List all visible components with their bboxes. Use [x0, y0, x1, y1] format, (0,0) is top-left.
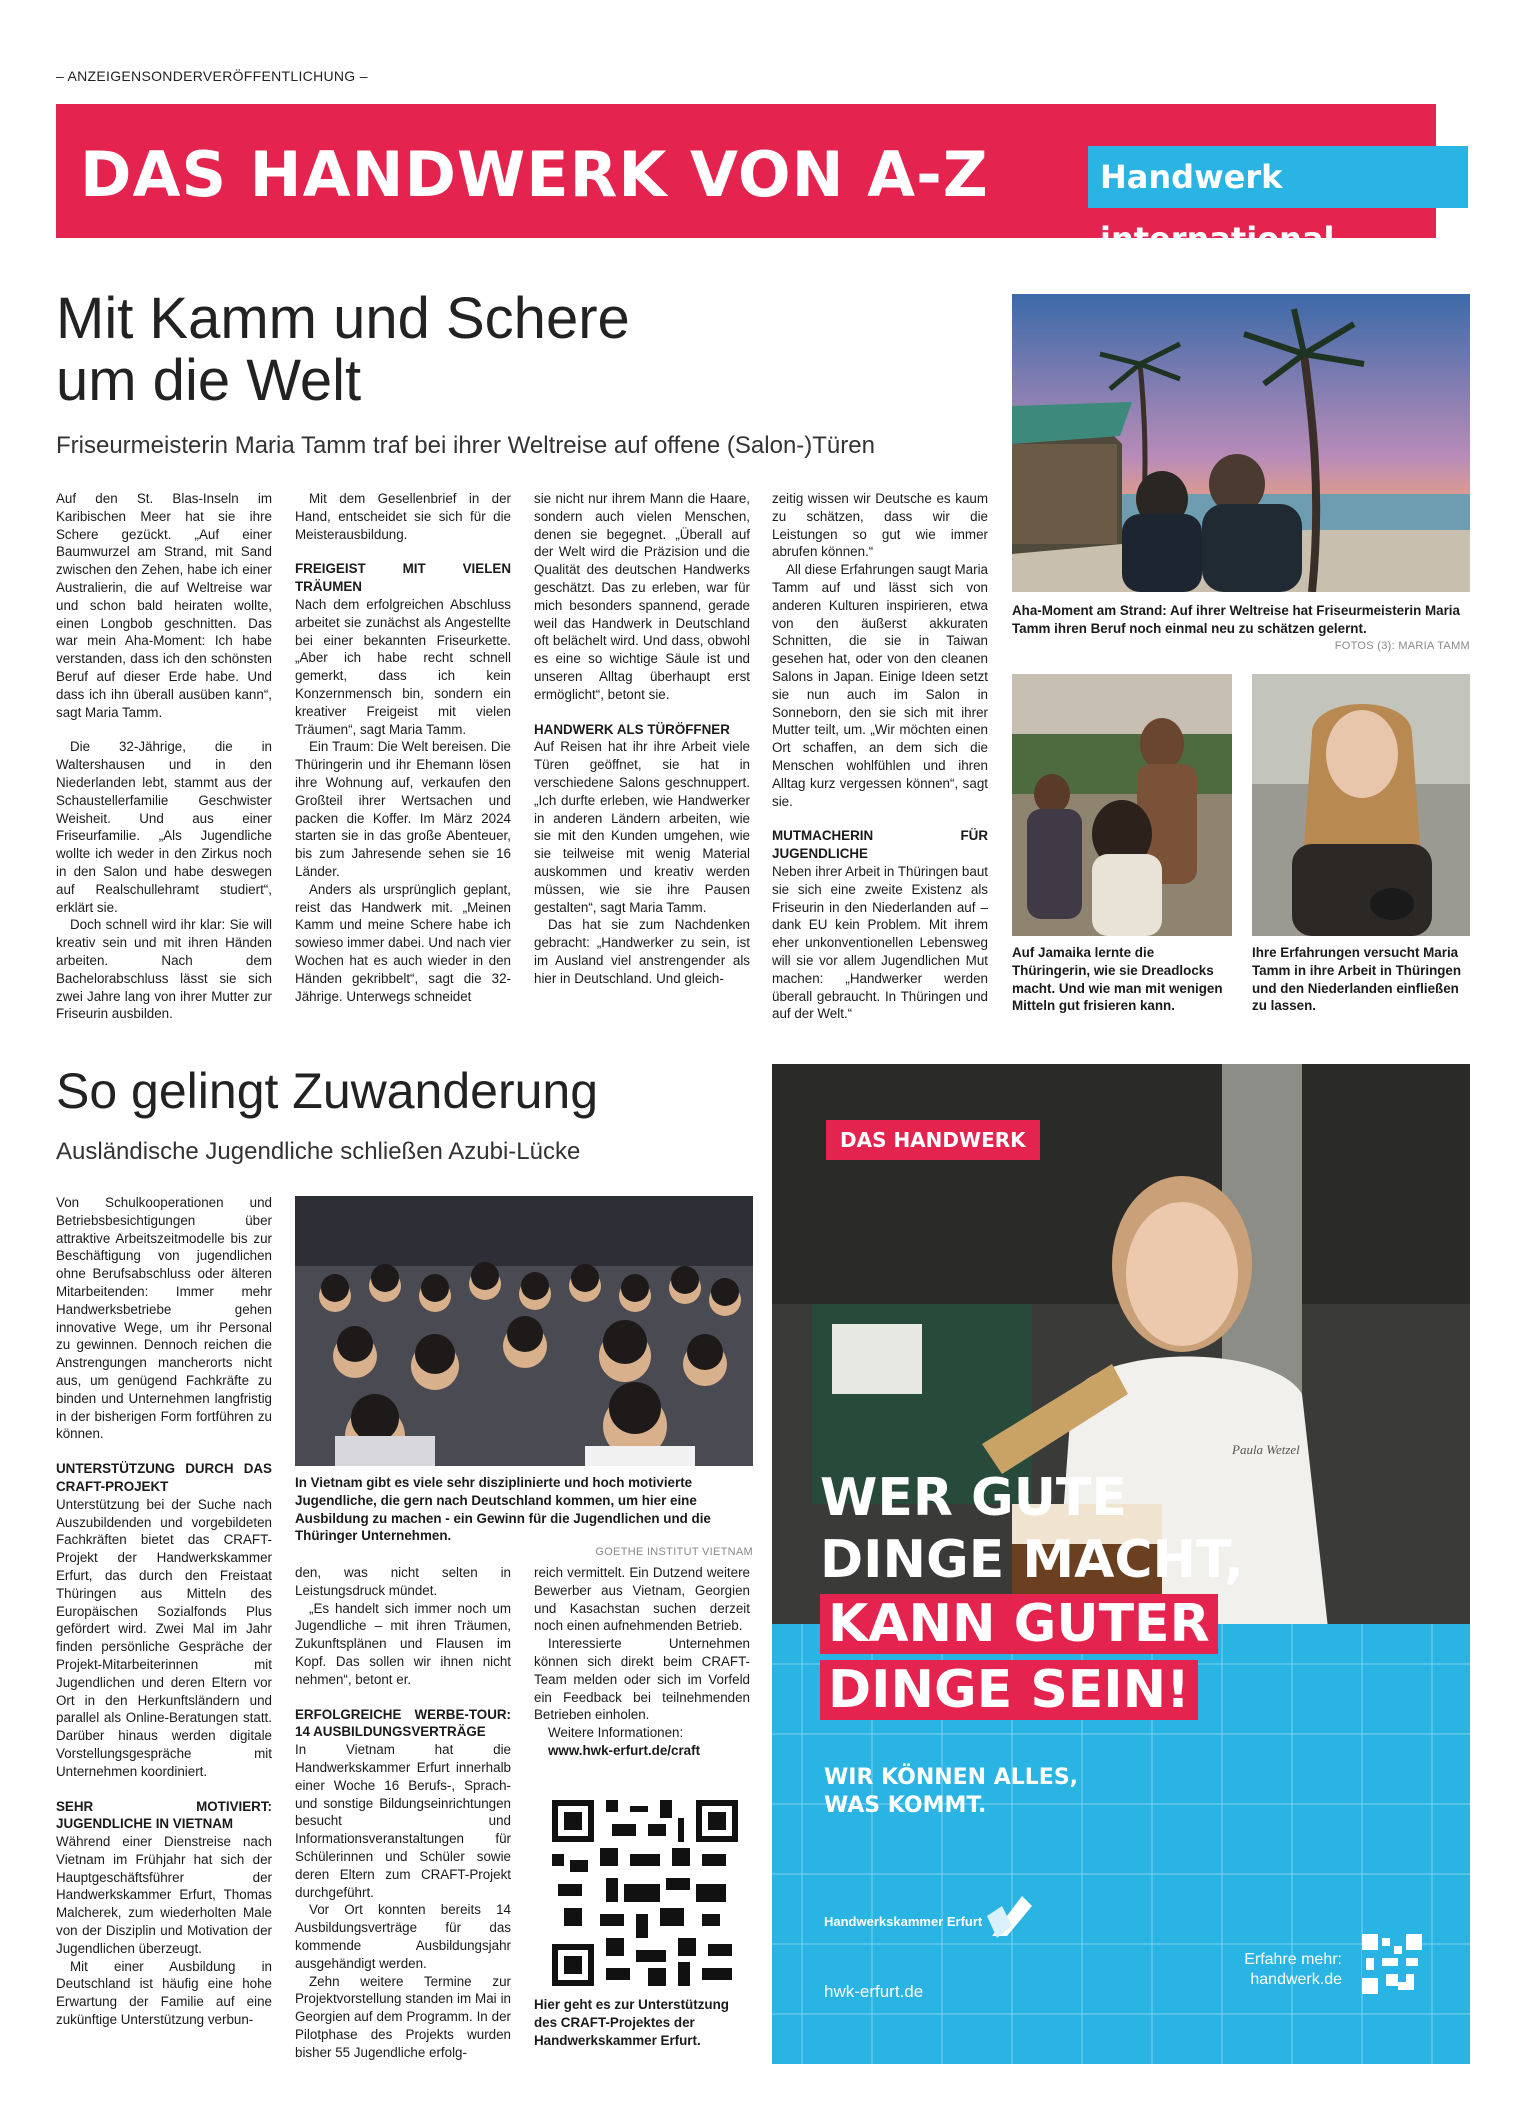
- qr-code-image: [552, 1800, 738, 1986]
- craft-link[interactable]: www.hwk-erfurt.de/craft: [548, 1742, 701, 1758]
- vietnam-photo-caption: In Vietnam gibt es viele sehr disziplinierte und hoch motivierte Jugendliche, die gern nach Deutschland kommen, um hier eine Ausbildung zu machen - ein Gewinn für die Jugendlichen und die Thüringer Unternehmen.: [295, 1475, 711, 1544]
- article2-col2: den, was nicht selten in Leistungsdruck mündet. „Es handelt sich immer noch um Jugendliche – mit ihren Träumen, Zukunftsplänen und Flausen im Kopf. Das sollen wir ihnen nicht nehmen“, betont er. ERFOLGREICHE WERBE-TOUR: 14 AUSBILDUNGSVERTRÄGE In Vietnam hat die Handwerkskammer Erfurt innerhalb einer Woche 16 Berufs-, Sprach- und sonstige Bildungseinrichtungen besucht und Informationsveranstaltungen für Schülerinnen und Schüler sowie deren Eltern zum CRAFT-Projekt durchgeführt. Vor Ort konnten bereits 14 Ausbildungsverträge für das kommende Ausbildungsjahr ausgehändigt werden. Zehn weitere Termine zur Projektvorstellung standen im Mai in Georgien auf dem Programm. In der Pilotphase des Projekts wurden bisher 55 Jugendliche erfolg-: [295, 1565, 511, 2060]
- qr-code[interactable]: [552, 1800, 738, 1986]
- ad-headline-2: DINGE MACHT,: [820, 1530, 1244, 1590]
- beach-photo: [1012, 294, 1470, 592]
- ad-headline-1: WER GUTE: [820, 1468, 1127, 1528]
- article1-col4: zeitig wissen wir Deutsche es kaum zu schätzen, dass wir die Leistungen so gut wie immer abrufen können.“ All diese Erfahrungen saugt Maria Tamm auf und lässt sich von anderen Kulturen inspirieren, etwa von den äußerst akkuraten Schnitten, die sie in Taiwan gesehen hat, oder von den cleanen Salons in Japan. Einige Ideen setzt sie nun auch im Salon in Sonneborn, den sie sich mit ihrer Mutter teilt, um. „Wir möchten einen Ort schaffen, an dem sich die Menschen wohlfühlen und ihren Alltag kurz vergessen können“, sagt sie. MUTMACHERIN FÜR JUGENDLICHE Neben ihrer Arbeit in Thüringen baut sie sich eine zweite Existenz als Friseurin in den Niederlanden auf – dank EU kein Problem. Mit ihrem eher unkonventionellen Lebensweg will sie vor allem Jugendlichen Mut machen: „Handwerker werden überall gebraucht. In Thüringen und auf der Welt.“: [772, 491, 988, 1022]
- ad-badge: DAS HANDWERK: [826, 1120, 1040, 1160]
- article1-col3: sie nicht nur ihrem Mann die Haare, sondern auch vielen Menschen, denen sie begegnet. „Überall auf der Welt wird die Präzision und die Qualität des deutschen Handwerks geschätzt. Das zu erleben, war für mich besonders spannend, gerade weil das Handwerk in Deutschland oft belächelt wird. Und dass, obwohl es eine so wichtige Säule ist und unseren Alltag überhaupt erst ermöglicht“, betont sie. HANDWERK ALS TÜRÖFFNER Auf Reisen hat ihr ihre Arbeit viele Türen geöffnet, sie hat in verschiedene Salons geschnuppert. „Ich durfte erleben, wie Handwerker in anderen Ländern arbeiten, wie sie mit den Kunden umgehen, wie sie teilweise mit wenig Material auskommen und kreativ werden müssen, wie sie ihre Pausen gestalten“, sagt Maria Tamm. Das hat sie zum Nachdenken gebracht: „Handwerker zu sein, ist im Ausland viel anstrengender als hier in Deutschland. Und gleich-: [534, 491, 750, 986]
- article1-headline: Mit Kamm und Schere um die Welt: [56, 286, 630, 413]
- hwk-logo-icon: [982, 1886, 1042, 1946]
- qr-caption: Hier geht es zur Unterstützung des CRAFT-Projektes der Handwerkskammer Erfurt.: [534, 1997, 729, 2048]
- ad-name-tag: Paula Wetzel: [1232, 1442, 1300, 1457]
- salon-photo-caption: Ihre Erfahrungen versucht Maria Tamm in ihre Arbeit in Thüringen und den Niederlanden einfließen zu lassen.: [1252, 945, 1462, 1014]
- vietnam-photo-image: [295, 1196, 753, 1466]
- ad-qr-code[interactable]: [1362, 1934, 1422, 1994]
- banner-title: DAS HANDWERK VON A-Z: [80, 138, 989, 211]
- ad-headline-4: DINGE SEIN!: [820, 1660, 1198, 1720]
- vietnam-photo: [295, 1196, 753, 1466]
- article1-col1: Auf den St. Blas-Inseln im Karibischen Meer hat sie ihre Schere gezückt. „Auf einer Baumwurzel am Strand, mit Sand zwischen den Zehen, habe ich einer Australierin, die auf Weltreise war und schon bald heiraten wollte, einen Longbob geschnitten. Das war mein Aha-Moment: Ich habe verstanden, dass ich den schönsten Beruf auf dieser Erde habe. Und dass ich ihn überall ausüben kann“, sagt Maria Tamm. Die 32-Jährige, die in Waltershausen und in den Niederlanden lebt, stammt aus der Schaustellerfamilie Geschwister Weisheit. Und aus einer Friseurfamilie. „Als Jugendliche wollte ich weder in den Zirkus noch in den Salon und habe deswegen auf Realschullehramt studiert“, erklärt sie. Doch schnell wird ihr klar: Sie will kreativ sein und mit ihren Händen arbeiten. Nach dem Bachelorabschluss lässt sie sich zwei Jahre lang von ihrer Mutter zur Friseurin ausbilden.: [56, 491, 272, 1022]
- photo-credit: FOTOS (3): MARIA TAMM: [1334, 640, 1470, 652]
- advertisement[interactable]: [772, 1064, 1470, 2064]
- ad-slogan: WIR KÖNNEN ALLES, WAS KOMMT.: [824, 1765, 1079, 1818]
- ad-organization: Handwerkskammer Erfurt: [824, 1914, 983, 1929]
- dreadlocks-photo-caption: Auf Jamaika lernte die Thüringerin, wie sie Dreadlocks macht. Und wie man mit wenigen Mitteln gut frisieren kann.: [1012, 945, 1223, 1014]
- salon-photo-image: [1252, 674, 1470, 936]
- ad-headline-3: KANN GUTER: [820, 1594, 1218, 1654]
- banner-badge: Handwerk international: [1088, 146, 1468, 208]
- article1-col2: Mit dem Gesellenbrief in der Hand, entscheidet sie sich für die Meisterausbildung. FREIGEIST MIT VIELEN TRÄUMEN Nach dem erfolgreichen Abschluss arbeitet sie zunächst als Angestellte bei einer bekannten Friseurkette. „Aber ich habe recht schnell gemerkt, dass ich kein Konzernmensch bin, sondern ein kreativer Freigeist mit vielen Träumen“, sagt Maria Tamm. Ein Traum: Die Welt bereisen. Die Thüringerin und ihr Ehemann lösen ihre Wohnung auf, verkaufen den Großteil ihrer Wertsachen und packen die Koffer. Im März 2024 starten sie in das große Abenteuer, bis zum Jahresende sehen sie 16 Länder. Anders als ursprünglich geplant, reist das Handwerk mit. „Meinen Kamm und meine Schere habe ich sowieso immer dabei. Und nach vier Wochen hat es auch wieder in den Händen gekribbelt“, sagt die 32-Jährige. Unterwegs schneidet: [295, 491, 511, 1004]
- beach-photo-image: [1012, 294, 1470, 592]
- article2-col1: Von Schulkooperationen und Betriebsbesichtigungen über attraktive Arbeitszeitmodelle bis zur Beschäftigung von jugendlichen ohne Berufsabschluss oder älteren Mitarbeitenden: Immer mehr Handwerksbetriebe gehen innovative Wege, um ihr Personal zu gewinnen. Dennoch reichen die Anstrengungen mancherorts nicht aus, um genügend Fachkräfte zu binden und Unternehmen langfristig in der bisherigen Form fortführen zu können. UNTERSTÜTZUNG DURCH DAS CRAFT-PROJEKT Unterstützung bei der Suche nach Auszubildenden und vorgebildeten Fachkräften bietet das CRAFT-Projekt der Handwerkskammer Erfurt, das durch den Freistaat Thüringen aus Mitteln des Europäischen Sozialfonds Plus gefördert wird. Zwei Mal im Jahr finden persönliche Gespräche der Projekt-Mitarbeiterinnen mit Jugendlichen und deren Eltern vor Ort in den Herkunftsländern und parallel als Online-Beratungen statt. Darüber hinaus werden digitale Vorstellungsgespräche mit Unternehmen koordiniert. SEHR MOTIVIERT: JUGENDLICHE IN VIETNAM Während einer Dienstreise nach Vietnam im Frühjahr hat sich der Hauptgeschäftsführer der Handwerkskammer Erfurt, Thomas Malcherek, zum wiederholten Male von der Disziplin und Motivation der Jugendlichen überzeugt. Mit einer Ausbildung in Deutschland ist häufig eine hohe Erwartung der Familie auf eine zukünftige Unterstützung verbun-: [56, 1195, 272, 2028]
- salon-photo: [1252, 674, 1470, 936]
- vietnam-photo-credit: GOETHE INSTITUT VIETNAM: [595, 1546, 753, 1558]
- article2-headline: So gelingt Zuwanderung: [56, 1063, 599, 1119]
- dreadlocks-photo: [1012, 674, 1232, 936]
- ad-url[interactable]: hwk-erfurt.de: [824, 1982, 924, 2001]
- dreadlocks-photo-image: [1012, 674, 1232, 936]
- article2-col3: reich vermittelt. Ein Dutzend weitere Bewerber aus Vietnam, Georgien und Kasachstan suchen derzeit noch einen aufnehmenden Betrieb. Interessierte Unternehmen können sich direkt beim CRAFT-Team melden oder sich im Vorfeld ein Feedback bei teilnehmenden Betrieben einholen. Weitere Informationen: www.hwk-erfurt.de/craft: [534, 1565, 750, 1758]
- beach-photo-caption: Aha-Moment am Strand: Auf ihrer Weltreise hat Friseurmeisterin Maria Tamm ihren Beruf noch einmal neu zu schätzen gelernt.: [1012, 603, 1460, 636]
- article1-subtitle: Friseurmeisterin Maria Tamm traf bei ihrer Weltreise auf offene (Salon-)Türen: [56, 432, 875, 459]
- kicker: – ANZEIGENSONDERVERÖFFENTLICHUNG –: [56, 68, 368, 84]
- ad-more: Erfahre mehr: handwerk.de: [1244, 1951, 1342, 1988]
- article2-subtitle: Ausländische Jugendliche schließen Azubi-Lücke: [56, 1138, 581, 1165]
